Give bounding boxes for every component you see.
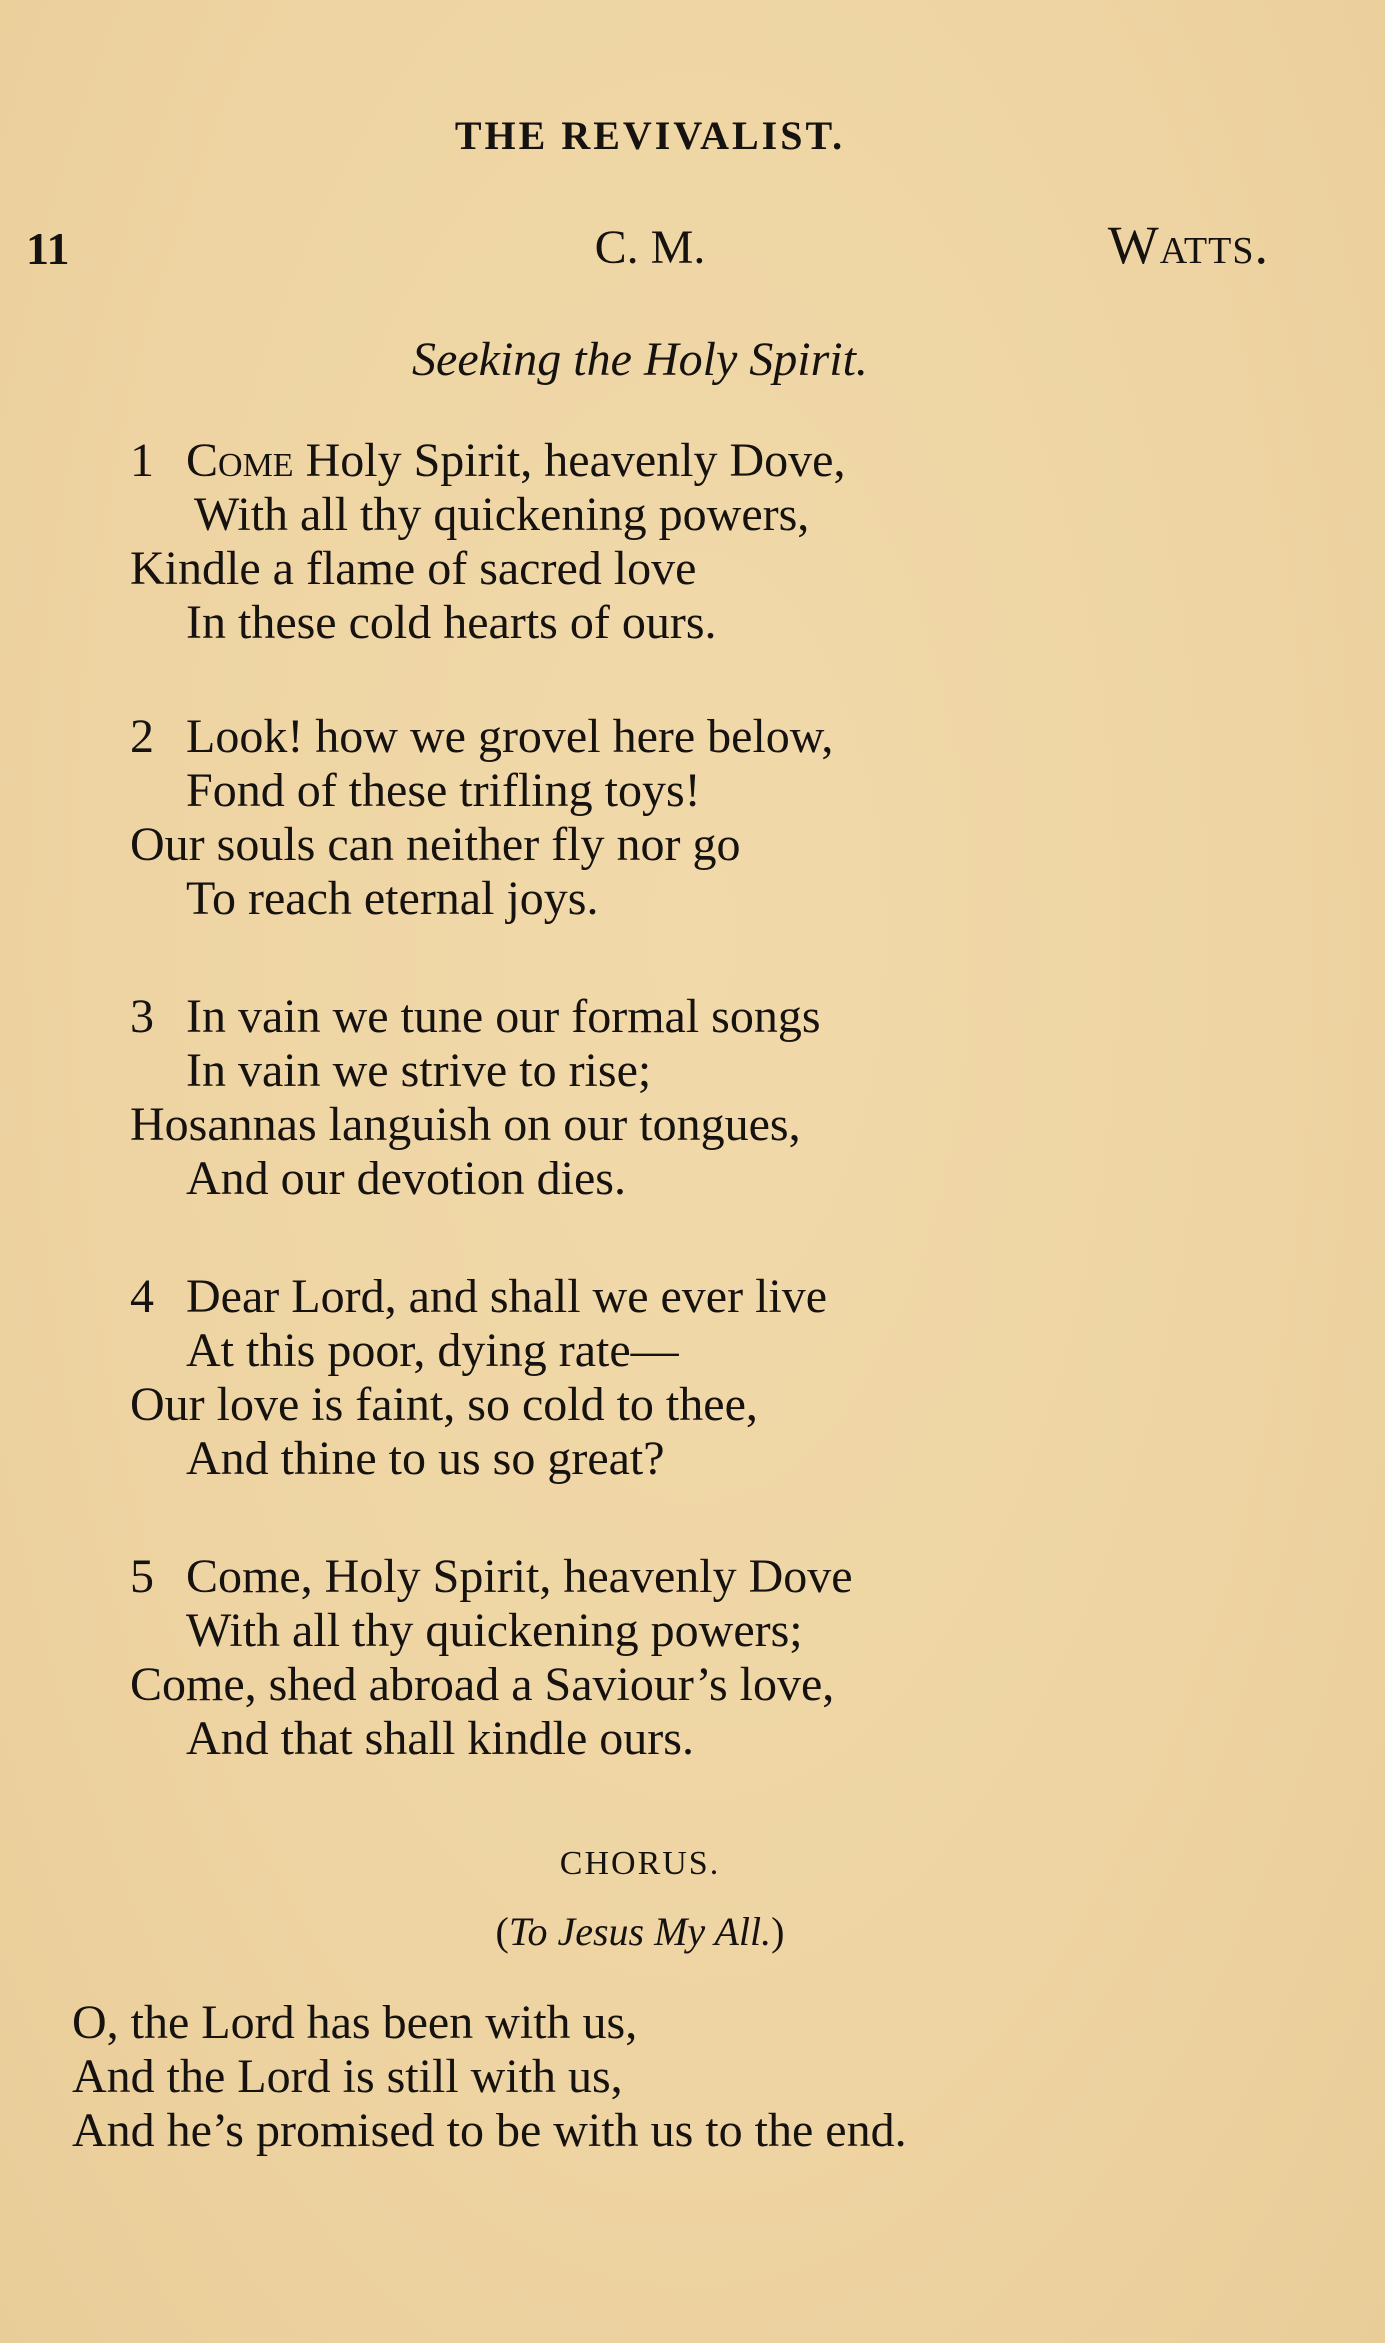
stanza-first-line-text: Dear Lord, and shall we ever live [186, 1270, 828, 1323]
running-head: THE REVIVALIST. [454, 113, 846, 158]
chorus-line: And the Lord is still with us, [72, 2050, 623, 2103]
stanza-line: With all thy quickening powers; [186, 1604, 803, 1657]
stanza-line: Fond of these trifling toys! [186, 764, 701, 817]
stanza-line: Our souls can neither fly nor go [130, 818, 741, 871]
chorus-tune-note [0, 1908, 1280, 1955]
stanza-2 [130, 710, 1130, 926]
stanza-number: 2 [130, 710, 154, 763]
stanza-first-line-text: Come, Holy Spirit, heavenly Dove [186, 1550, 853, 1603]
chorus-line: And he’s promised to be with us to the end. [72, 2104, 907, 2157]
stanza-line: At this poor, dying rate— [186, 1324, 679, 1377]
stanza-line: And thine to us so great? [186, 1432, 665, 1485]
stanza-first-line-text: In vain we tune our formal songs [186, 990, 821, 1043]
hymn-title: Seeking the Holy Spirit. [412, 333, 868, 386]
chorus-heading: CHORUS. [559, 1845, 721, 1882]
stanza-5 [130, 1550, 1130, 1766]
stanza-number: 4 [130, 1270, 154, 1323]
stanza-number: 5 [130, 1550, 154, 1603]
chorus-line: O, the Lord has been with us, [72, 1996, 638, 2049]
stanza-line: And that shall kindle ours. [186, 1712, 694, 1765]
stanza-1 [130, 434, 1130, 650]
stanza-first-line-rest: Holy Spirit, heavenly Dove, [293, 434, 846, 487]
stanza-number: 3 [130, 990, 154, 1043]
stanza-first-line [130, 1550, 1130, 1604]
stanza-3 [130, 990, 1130, 1206]
stanza-line: With all thy quickening powers, [194, 488, 810, 541]
tune-paren-close: ) [771, 1909, 785, 1954]
stanza-first-line [130, 990, 1130, 1044]
stanza-line: To reach eternal joys. [186, 872, 599, 925]
tune-paren-open: ( [495, 1909, 509, 1954]
stanza-first-line [130, 1270, 1130, 1324]
stanza-number: 1 [130, 434, 154, 487]
stanza-first-line [130, 434, 1130, 488]
stanza-first-line-text: Look! how we grovel here below, [186, 710, 834, 763]
stanza-line: Come, shed abroad a Saviour’s love, [130, 1658, 835, 1711]
tune-name: To Jesus My All. [508, 1909, 772, 1954]
stanza-first-line [130, 710, 1130, 764]
hymn-number: 11 [26, 223, 70, 274]
hymn-author: Watts. [1107, 215, 1269, 275]
stanza-line: In these cold hearts of ours. [186, 596, 717, 649]
stanza-4 [130, 1270, 1130, 1486]
stanza-line: Hosannas languish on our tongues, [130, 1098, 801, 1151]
stanza-first-word: Come [186, 434, 294, 487]
stanza-line: Our love is faint, so cold to thee, [130, 1378, 758, 1431]
stanza-line: In vain we strive to rise; [186, 1044, 652, 1097]
hymn-meter: C. M. [594, 221, 706, 274]
stanza-line: And our devotion dies. [186, 1152, 626, 1205]
stanza-line: Kindle a flame of sacred love [130, 542, 697, 595]
chorus-text [72, 1996, 1272, 2158]
